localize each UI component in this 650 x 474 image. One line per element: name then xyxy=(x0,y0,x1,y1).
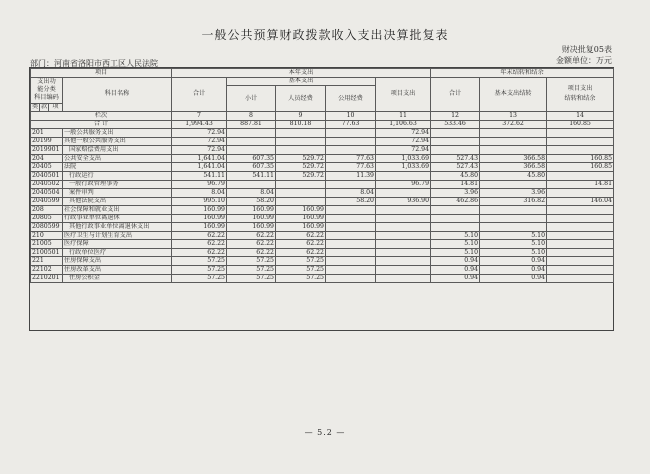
row-value: 316.82 xyxy=(480,197,547,206)
row-subject-name: 案件审判 xyxy=(63,189,172,198)
row-value: 0.94 xyxy=(480,266,547,275)
col-number: 13 xyxy=(480,112,547,121)
row-value: 160.99 xyxy=(276,206,326,215)
row-value xyxy=(480,206,547,215)
row-value xyxy=(431,146,480,155)
table-row xyxy=(31,197,614,206)
row-value: 77.63 xyxy=(326,163,376,172)
row-value xyxy=(276,197,326,206)
row-value: 160.99 xyxy=(227,223,276,232)
table-row xyxy=(31,154,614,163)
row-value xyxy=(326,274,376,283)
table-row xyxy=(31,163,614,172)
table-row xyxy=(31,240,614,249)
row-value: 5.10 xyxy=(431,248,480,257)
column-label: 栏次 xyxy=(31,112,172,121)
row-value xyxy=(376,206,431,215)
header-xiang: 项 xyxy=(49,103,63,112)
row-value xyxy=(326,266,376,275)
row-value xyxy=(227,137,276,146)
row-value xyxy=(376,231,431,240)
header-basic: 基本支出 xyxy=(227,77,376,86)
row-value: 541.11 xyxy=(227,172,276,181)
table-body xyxy=(31,129,614,283)
row-value: 11.39 xyxy=(326,172,376,181)
row-value: 160.99 xyxy=(276,214,326,223)
row-value: 529.72 xyxy=(276,163,326,172)
header-personnel: 人员经费 xyxy=(276,86,326,112)
row-value: 57.25 xyxy=(172,257,227,266)
row-code: 20199 xyxy=(31,137,63,146)
row-code: 210 xyxy=(31,231,63,240)
header-subtotal: 小计 xyxy=(227,86,276,112)
row-value: 57.25 xyxy=(276,274,326,283)
row-value xyxy=(276,146,326,155)
table-row xyxy=(31,248,614,257)
row-value xyxy=(376,189,431,198)
row-value: 160.99 xyxy=(276,223,326,232)
total-label: 合 计 xyxy=(31,120,172,129)
row-value xyxy=(431,129,480,138)
row-code: 221 xyxy=(31,257,63,266)
row-value xyxy=(547,248,614,257)
header-subject-name: 科目名称 xyxy=(63,77,172,112)
row-subject-name: 住房保障支出 xyxy=(63,257,172,266)
row-code: 2040504 xyxy=(31,189,63,198)
col-number: 9 xyxy=(276,112,326,121)
row-value: 366.58 xyxy=(480,154,547,163)
row-value: 607.35 xyxy=(227,163,276,172)
row-value xyxy=(547,223,614,232)
row-value xyxy=(326,129,376,138)
row-value: 57.25 xyxy=(227,257,276,266)
row-value: 72.94 xyxy=(172,146,227,155)
approval-table xyxy=(30,68,614,283)
row-value: 45.80 xyxy=(431,172,480,181)
row-subject-name: 其他行政事业单位离退休支出 xyxy=(63,223,172,232)
row-value xyxy=(276,189,326,198)
row-value: 160.85 xyxy=(547,154,614,163)
row-value: 62.22 xyxy=(227,231,276,240)
header-carryover: 年末结转和结余 xyxy=(431,69,614,78)
row-subject-name: 其他法院支出 xyxy=(63,197,172,206)
row-code: 2040502 xyxy=(31,180,63,189)
row-code: 204 xyxy=(31,154,63,163)
row-value xyxy=(326,231,376,240)
table-row xyxy=(31,223,614,232)
row-value: 57.25 xyxy=(172,266,227,275)
row-value xyxy=(376,223,431,232)
row-code: 22102 xyxy=(31,266,63,275)
row-value: 0.94 xyxy=(431,257,480,266)
row-code: 2100501 xyxy=(31,248,63,257)
header-func-code: 支出功 能分类 科目编码 xyxy=(31,77,63,103)
row-value: 160.99 xyxy=(172,214,227,223)
header-lei: 类 xyxy=(32,103,39,111)
row-value xyxy=(547,206,614,215)
row-code: 2080599 xyxy=(31,223,63,232)
total-cell: 1,994.43 xyxy=(172,120,227,129)
row-value: 72.94 xyxy=(376,146,431,155)
header-carry-total: 合计 xyxy=(431,77,480,112)
row-value xyxy=(480,129,547,138)
row-value: 3.96 xyxy=(431,189,480,198)
row-code: 2210201 xyxy=(31,274,63,283)
row-value: 1,641.04 xyxy=(172,163,227,172)
row-code: 2040501 xyxy=(31,172,63,181)
table-row xyxy=(31,231,614,240)
row-value xyxy=(326,146,376,155)
row-value: 62.22 xyxy=(276,248,326,257)
table-row xyxy=(31,206,614,215)
row-value xyxy=(326,180,376,189)
row-value: 160.99 xyxy=(172,223,227,232)
row-subject-name: 公共安全支出 xyxy=(63,154,172,163)
row-value xyxy=(480,146,547,155)
page-number: — 5.2 — xyxy=(304,428,346,437)
row-value: 8.04 xyxy=(326,189,376,198)
row-value: 72.94 xyxy=(172,137,227,146)
row-value: 96.79 xyxy=(376,180,431,189)
row-value: 58.20 xyxy=(227,197,276,206)
col-number: 10 xyxy=(326,112,376,121)
table-row xyxy=(31,266,614,275)
total-cell: 77.63 xyxy=(326,120,376,129)
row-value xyxy=(547,274,614,283)
row-value: 58.20 xyxy=(326,197,376,206)
approval-table-frame xyxy=(29,67,614,331)
row-value: 529.72 xyxy=(276,172,326,181)
row-value: 77.63 xyxy=(326,154,376,163)
row-value xyxy=(547,189,614,198)
row-value: 5.10 xyxy=(480,248,547,257)
row-value: 57.25 xyxy=(227,266,276,275)
row-subject-name: 住房公积金 xyxy=(63,274,172,283)
row-subject-name: 住房改革支出 xyxy=(63,266,172,275)
row-subject-name: 其他一般公共服务支出 xyxy=(63,137,172,146)
row-value: 14.81 xyxy=(431,180,480,189)
row-value: 62.22 xyxy=(172,231,227,240)
header-basic-carry: 基本支出结转 xyxy=(480,77,547,112)
row-value: 72.94 xyxy=(376,137,431,146)
row-value xyxy=(480,223,547,232)
row-value: 0.94 xyxy=(480,257,547,266)
row-value xyxy=(376,172,431,181)
row-code: 2019901 xyxy=(31,146,63,155)
row-value: 146.04 xyxy=(547,197,614,206)
row-value: 3.96 xyxy=(480,189,547,198)
total-cell: 887.81 xyxy=(227,120,276,129)
row-value xyxy=(376,248,431,257)
row-value: 160.99 xyxy=(172,206,227,215)
row-subject-name: 国家赔偿费用支出 xyxy=(63,146,172,155)
row-value: 5.10 xyxy=(431,240,480,249)
row-value xyxy=(431,223,480,232)
row-value xyxy=(326,240,376,249)
col-number: 12 xyxy=(431,112,480,121)
total-cell: 810.18 xyxy=(276,120,326,129)
row-value xyxy=(547,146,614,155)
row-value: 5.10 xyxy=(431,231,480,240)
row-subject-name: 一般行政管理事务 xyxy=(63,180,172,189)
row-value xyxy=(376,274,431,283)
row-value: 160.99 xyxy=(227,206,276,215)
table-row xyxy=(31,257,614,266)
table-row xyxy=(31,189,614,198)
row-value xyxy=(376,214,431,223)
row-value: 62.22 xyxy=(227,240,276,249)
row-value: 607.35 xyxy=(227,154,276,163)
row-value: 529.72 xyxy=(276,154,326,163)
row-value: 45.80 xyxy=(480,172,547,181)
table-row xyxy=(31,137,614,146)
row-value xyxy=(547,172,614,181)
row-value xyxy=(547,266,614,275)
row-code: 20405 xyxy=(31,163,63,172)
row-value xyxy=(547,137,614,146)
row-value: 5.10 xyxy=(480,231,547,240)
row-value: 62.22 xyxy=(227,248,276,257)
header-current-year: 本年支出 xyxy=(172,69,431,78)
row-value xyxy=(431,137,480,146)
row-value xyxy=(547,231,614,240)
row-value xyxy=(480,214,547,223)
header-project-expense: 项目支出 xyxy=(376,77,431,112)
row-value xyxy=(276,137,326,146)
row-value: 366.58 xyxy=(480,163,547,172)
row-value: 527.43 xyxy=(431,154,480,163)
total-cell: 372.62 xyxy=(480,120,547,129)
row-value xyxy=(326,248,376,257)
table-header xyxy=(31,69,614,129)
row-value: 995.10 xyxy=(172,197,227,206)
row-value xyxy=(480,137,547,146)
row-value xyxy=(547,214,614,223)
row-code: 21005 xyxy=(31,240,63,249)
row-value: 0.94 xyxy=(431,266,480,275)
row-value xyxy=(376,240,431,249)
row-value: 1,033.69 xyxy=(376,163,431,172)
row-value xyxy=(480,180,547,189)
total-row xyxy=(31,120,614,129)
row-code: 208 xyxy=(31,206,63,215)
table-row xyxy=(31,129,614,138)
table-row xyxy=(31,274,614,283)
col-number: 8 xyxy=(227,112,276,121)
row-subject-name: 行政事业单位离退休 xyxy=(63,214,172,223)
row-code: 201 xyxy=(31,129,63,138)
total-cell: 1,106.63 xyxy=(376,120,431,129)
row-value: 72.94 xyxy=(376,129,431,138)
row-value xyxy=(326,223,376,232)
row-value: 0.94 xyxy=(480,274,547,283)
form-number: 财决批复05表 xyxy=(561,45,612,54)
row-value: 527.43 xyxy=(431,163,480,172)
row-subject-name: 一般公共服务支出 xyxy=(63,129,172,138)
row-value xyxy=(276,180,326,189)
row-subject-name: 医疗保障 xyxy=(63,240,172,249)
row-value: 462.86 xyxy=(431,197,480,206)
row-value xyxy=(227,180,276,189)
table-row xyxy=(31,214,614,223)
row-value: 1,033.69 xyxy=(376,154,431,163)
header-kuan: 款 xyxy=(41,103,48,111)
row-value xyxy=(431,206,480,215)
row-value: 57.25 xyxy=(276,266,326,275)
row-value: 57.25 xyxy=(276,257,326,266)
row-value xyxy=(376,266,431,275)
row-subject-name: 法院 xyxy=(63,163,172,172)
row-value xyxy=(547,257,614,266)
column-number-row xyxy=(31,112,614,121)
row-value xyxy=(326,214,376,223)
row-value: 541.11 xyxy=(172,172,227,181)
total-cell: 160.85 xyxy=(547,120,614,129)
row-value: 0.94 xyxy=(431,274,480,283)
row-value: 1,641.04 xyxy=(172,154,227,163)
row-value: 62.22 xyxy=(276,240,326,249)
header-project-carry: 项目支出 结转和结余 xyxy=(547,77,614,112)
row-subject-name: 社会保障和就业支出 xyxy=(63,206,172,215)
report-title: 一般公共预算财政拨款收入支出决算批复表 xyxy=(201,28,449,42)
col-number: 11 xyxy=(376,112,431,121)
row-value xyxy=(227,129,276,138)
row-value: 62.22 xyxy=(172,248,227,257)
col-number: 14 xyxy=(547,112,614,121)
col-number: 7 xyxy=(172,112,227,121)
row-value xyxy=(227,146,276,155)
amount-unit: 金额单位：万元 xyxy=(556,56,612,65)
row-value: 62.22 xyxy=(276,231,326,240)
header-project: 项目 xyxy=(31,69,172,78)
row-value xyxy=(547,240,614,249)
row-value: 8.04 xyxy=(172,189,227,198)
row-value: 160.85 xyxy=(547,163,614,172)
row-value: 936.90 xyxy=(376,197,431,206)
row-value xyxy=(326,206,376,215)
row-value xyxy=(276,129,326,138)
row-code: 2040599 xyxy=(31,197,63,206)
row-value xyxy=(326,257,376,266)
row-value: 8.04 xyxy=(227,189,276,198)
row-value xyxy=(376,257,431,266)
header-public: 公用经费 xyxy=(326,86,376,112)
row-subject-name: 行政单位医疗 xyxy=(63,248,172,257)
total-cell: 533.46 xyxy=(431,120,480,129)
row-value xyxy=(547,129,614,138)
table-row xyxy=(31,180,614,189)
table-row xyxy=(31,172,614,181)
row-value: 62.22 xyxy=(172,240,227,249)
row-subject-name: 行政运行 xyxy=(63,172,172,181)
row-value: 5.10 xyxy=(480,240,547,249)
row-value: 72.94 xyxy=(172,129,227,138)
department-name: 部门：河南省洛阳市西工区人民法院 xyxy=(30,59,158,68)
table-row xyxy=(31,146,614,155)
row-value xyxy=(326,137,376,146)
header-total: 合计 xyxy=(172,77,227,112)
row-value: 160.99 xyxy=(227,214,276,223)
row-value: 57.25 xyxy=(172,274,227,283)
row-value xyxy=(431,214,480,223)
row-value: 14.81 xyxy=(547,180,614,189)
row-subject-name: 医疗卫生与计划生育支出 xyxy=(63,231,172,240)
row-code: 20805 xyxy=(31,214,63,223)
row-value: 96.79 xyxy=(172,180,227,189)
row-value: 57.25 xyxy=(227,274,276,283)
